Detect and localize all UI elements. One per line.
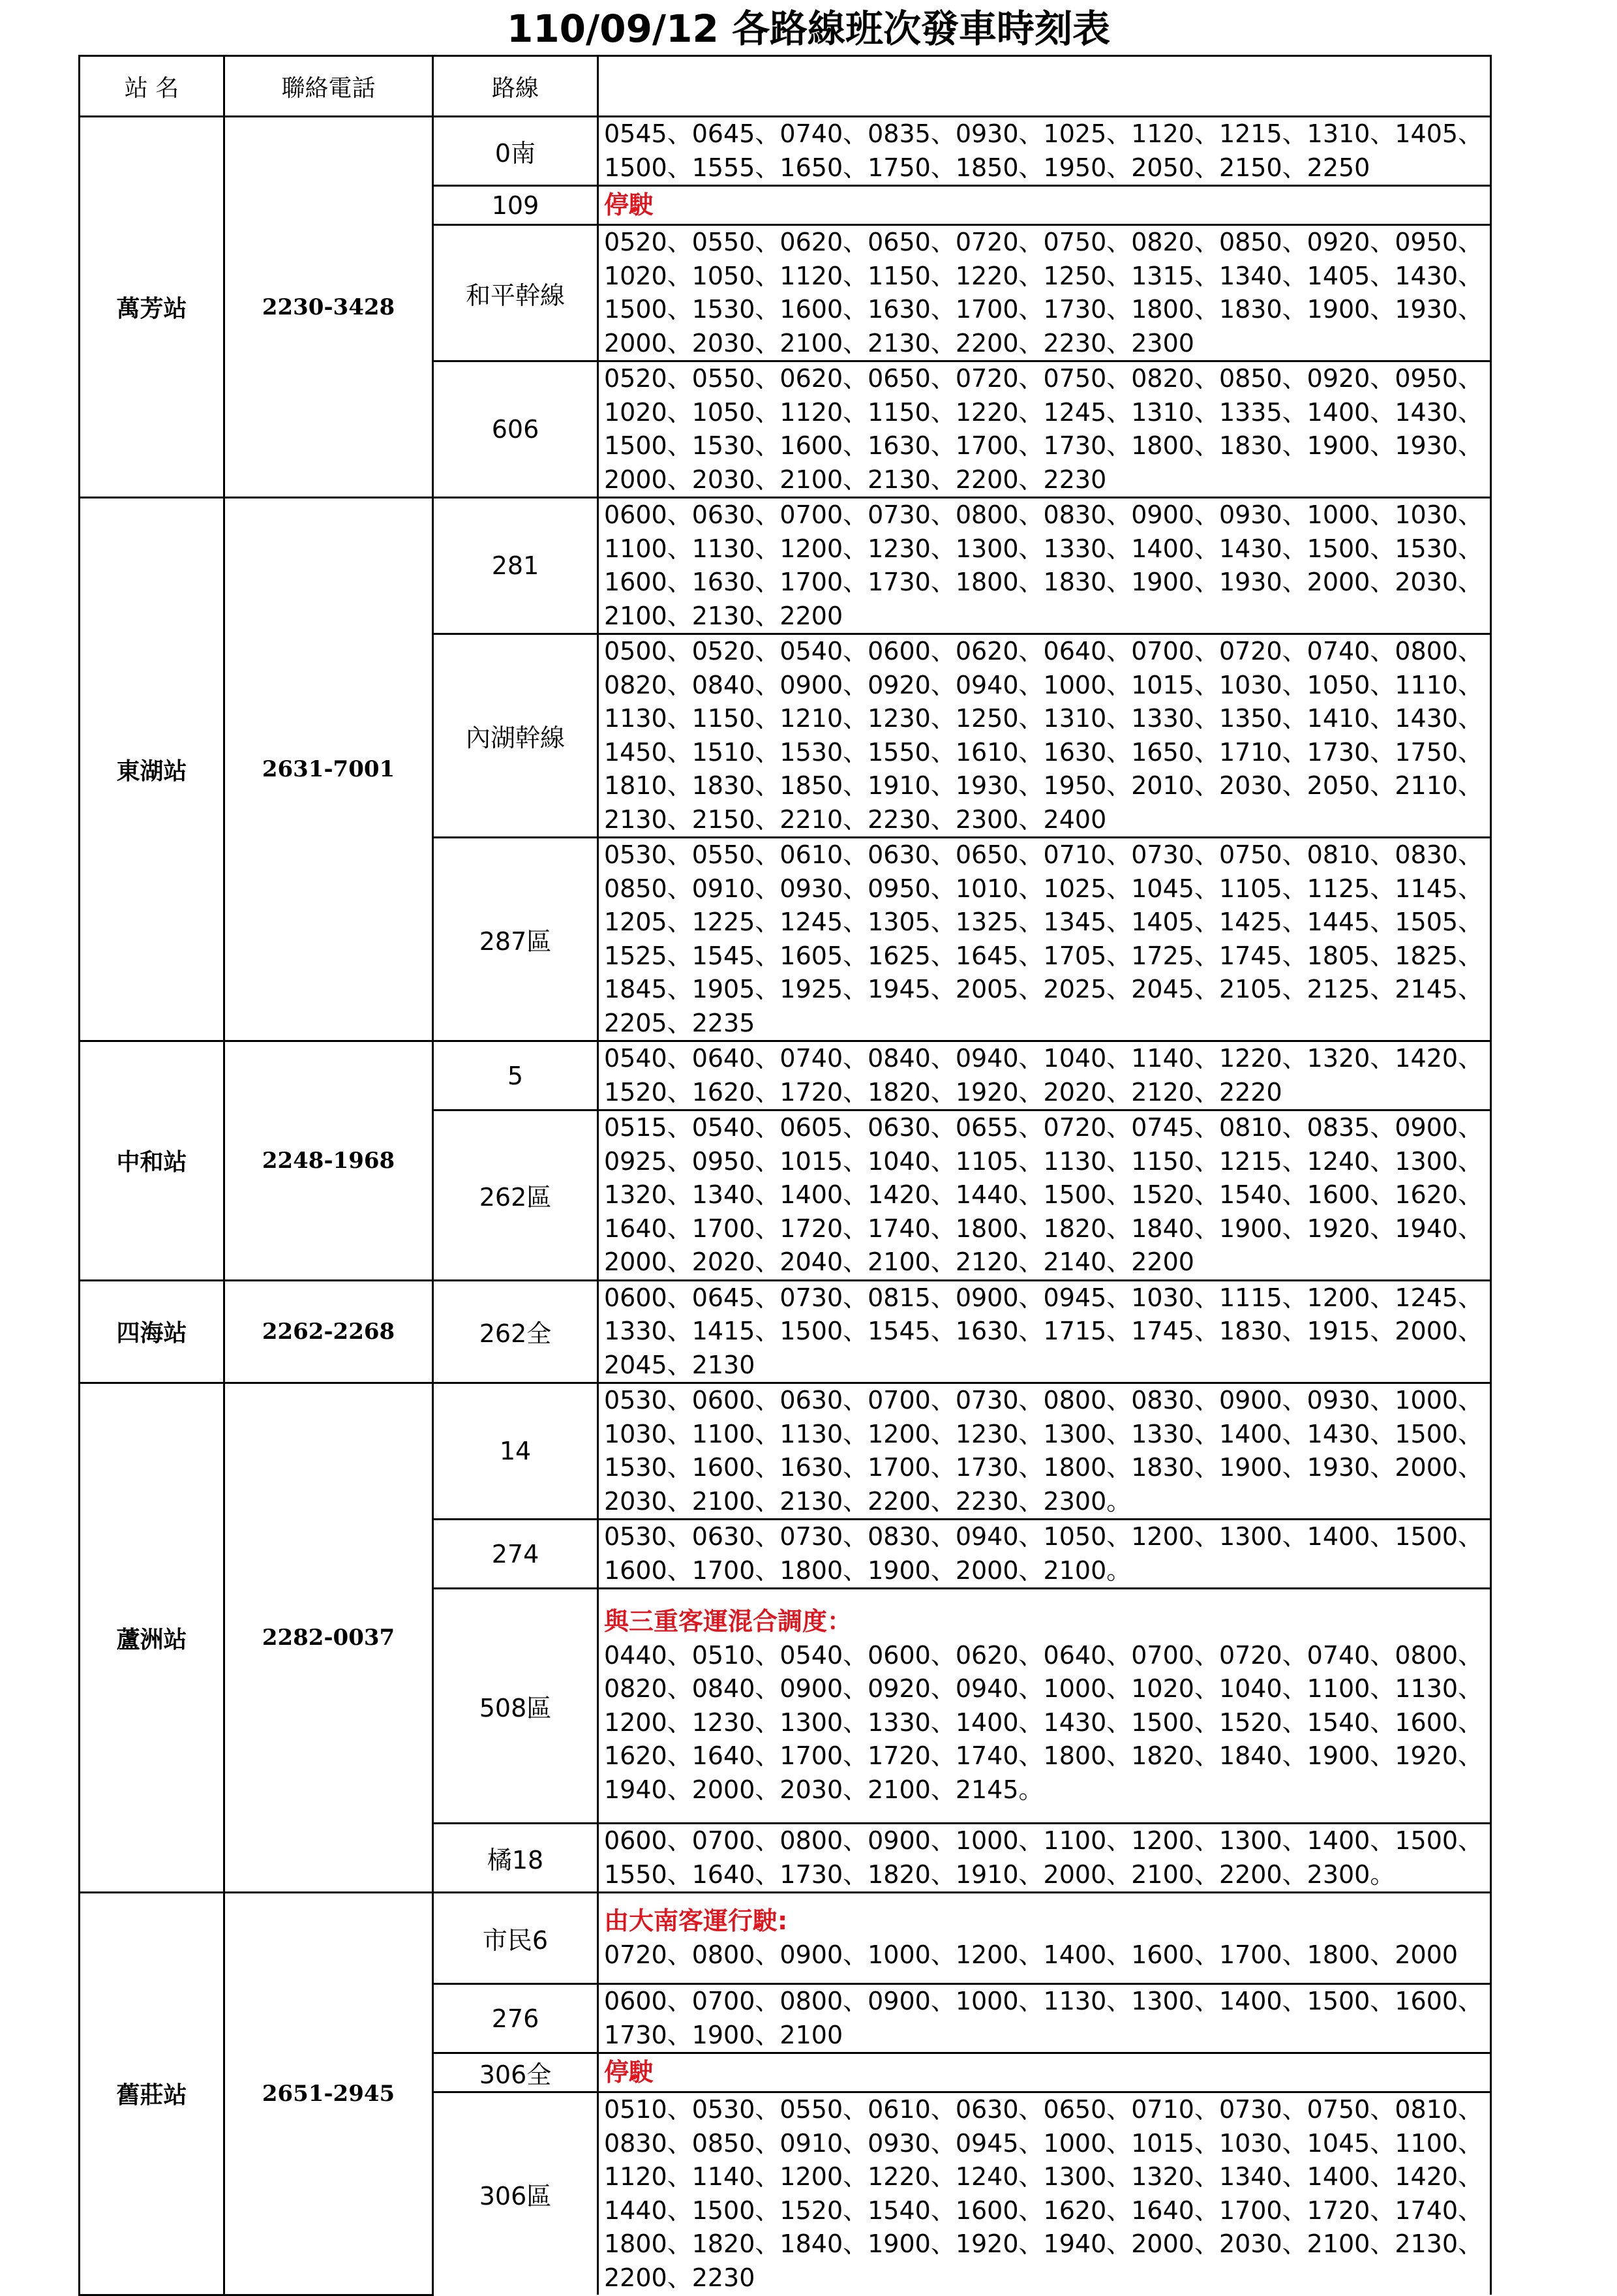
route-number: 606 [433, 361, 598, 498]
departure-times: 0440、0510、0540、0600、0620、0640、0700、0720、0740、0800、0820、0840、0900、0920、0940、1000、1020、1040、1100、1130、1200、1230、1300、1330、1400、1430、1500、1520、1540、1600、1620、1640、1700、1720、1740、1800、1820、1840、1900、1920、1940、2000、2030、2100、2145。 [604, 1640, 1483, 1804]
schedule-table [78, 55, 1492, 2296]
departure-times-cell [598, 1041, 1491, 1110]
station-name: 東湖站 [80, 498, 224, 1041]
station-phone: 2651-2945 [224, 1893, 433, 2295]
route-row [80, 1041, 1491, 1110]
departure-times: 0520、0550、0620、0650、0720、0750、0820、0850、0920、0950、1020、1050、1120、1150、1220、1245、1310、1335、1400、1430、1500、1530、1600、1630、1700、1730、1800、1830、1900、1930、2000、2030、2100、2130、2200、2230 [604, 364, 1483, 494]
station-name: 蘆洲站 [80, 1383, 224, 1893]
operator-note: 與三重客運混合調度： [604, 1607, 853, 1636]
departure-times: 0545、0645、0740、0835、0930、1025、1120、1215、1310、1405、1500、1555、1650、1750、1850、1950、2050、2150、2250 [604, 119, 1483, 182]
route-number: 市民6 [433, 1893, 598, 1984]
route-number: 262區 [433, 1110, 598, 1281]
station-phone: 2631-7001 [224, 498, 433, 1041]
route-row [80, 1280, 1491, 1383]
station-phone: 2262-2268 [224, 1280, 433, 1383]
departure-times-cell [598, 1984, 1491, 2053]
station-name: 中和站 [80, 1041, 224, 1281]
departure-times: 0515、0540、0605、0630、0655、0720、0745、0810、0835、0900、0925、0950、1015、1040、1105、1130、1150、1215、1240、1300、1320、1340、1400、1420、1440、1500、1520、1540、1600、1620、1640、1700、1720、1740、1800、1820、1840、1900、1920、1940、2000、2020、2040、2100、2120、2140、2200 [604, 1113, 1483, 1276]
departure-times: 0530、0600、0630、0700、0730、0800、0830、0900、0930、1000、1030、1100、1130、1200、1230、1300、1330、1400、1430、1500、1530、1600、1630、1700、1730、1800、1830、1900、1930、2000、2030、2100、2130、2200、2230、2300。 [604, 1386, 1483, 1516]
route-row [80, 1383, 1491, 1520]
route-number: 276 [433, 1984, 598, 2053]
station-name: 舊莊站 [80, 1893, 224, 2295]
departure-times: 0720、0800、0900、1000、1200、1400、1600、1700、1800、2000 [604, 1940, 1458, 1969]
header-times [598, 56, 1491, 117]
departure-times: 0530、0550、0610、0630、0650、0710、0730、0750、0810、0830、0850、0910、0930、0950、1010、1025、1045、1105、1125、1145、1205、1225、1245、1305、1325、1345、1405、1425、1445、1505、1525、1545、1605、1625、1645、1705、1725、1745、1805、1825、1845、1905、1925、1945、2005、2025、2045、2105、2125、2145、2205、2235 [604, 840, 1483, 1037]
departure-times: 0600、0645、0730、0815、0900、0945、1030、1115、1200、1245、1330、1415、1500、1545、1630、1715、1745、1830、1915、2000、2045、2130 [604, 1283, 1483, 1379]
station-phone: 2248-1968 [224, 1041, 433, 1281]
route-number: 287區 [433, 838, 598, 1041]
route-number: 內湖幹線 [433, 634, 598, 838]
station-name: 萬芳站 [80, 117, 224, 498]
departure-times: 停駛 [604, 190, 654, 219]
departure-times-cell [598, 498, 1491, 634]
route-number: 306區 [433, 2092, 598, 2295]
route-number: 109 [433, 186, 598, 225]
operator-note: 由大南客運行駛: [604, 1906, 788, 1935]
departure-times: 0500、0520、0540、0600、0620、0640、0700、0720、0740、0800、0820、0840、0900、0920、0940、1000、1015、1030、1050、1110、1130、1150、1210、1230、1250、1310、1330、1350、1410、1430、1450、1510、1530、1550、1610、1630、1650、1710、1730、1750、1810、1830、1850、1910、1930、1950、2010、2030、2050、2110、2130、2150、2210、2230、2300、2400 [604, 637, 1483, 834]
route-number: 14 [433, 1383, 598, 1520]
departure-times-cell [598, 1589, 1491, 1824]
header-station: 站 名 [80, 56, 224, 117]
route-number: 306全 [433, 2053, 598, 2092]
header-phone: 聯絡電話 [224, 56, 433, 117]
route-number: 和平幹線 [433, 225, 598, 361]
departure-times-cell [598, 1520, 1491, 1589]
header-row [80, 56, 1491, 117]
route-number: 508區 [433, 1589, 598, 1824]
departure-times: 0540、0640、0740、0840、0940、1040、1140、1220、1320、1420、1520、1620、1720、1820、1920、2020、2120、2220 [604, 1044, 1483, 1107]
station-phone: 2230-3428 [224, 117, 433, 498]
departure-times-cell [598, 634, 1491, 838]
departure-times-cell [598, 1383, 1491, 1520]
route-row [80, 117, 1491, 186]
route-row [80, 498, 1491, 634]
departure-times: 0600、0630、0700、0730、0800、0830、0900、0930、1000、1030、1100、1130、1200、1230、1300、1330、1400、1430、1500、1530、1600、1630、1700、1730、1800、1830、1900、1930、2000、2030、2100、2130、2200 [604, 500, 1483, 630]
departure-times: 0520、0550、0620、0650、0720、0750、0820、0850、0920、0950、1020、1050、1120、1150、1220、1250、1315、1340、1405、1430、1500、1530、1600、1630、1700、1730、1800、1830、1900、1930、2000、2030、2100、2130、2200、2230、2300 [604, 228, 1483, 358]
route-number: 262全 [433, 1280, 598, 1383]
departure-times-cell [598, 1893, 1491, 1984]
route-number: 281 [433, 498, 598, 634]
departure-times-cell [598, 1280, 1491, 1383]
station-phone: 2282-0037 [224, 1383, 433, 1893]
departure-times-cell [598, 838, 1491, 1041]
departure-times: 0600、0700、0800、0900、1000、1100、1200、1300、1400、1500、1550、1640、1730、1820、1910、2000、2100、2200、2300。 [604, 1826, 1483, 1889]
page-title: 110/09/12 各路線班次發車時刻表 [506, 7, 1111, 51]
route-number: 橘18 [433, 1824, 598, 1893]
route-number: 5 [433, 1041, 598, 1110]
departure-times-cell [598, 2053, 1491, 2092]
header-route: 路線 [433, 56, 598, 117]
departure-times-cell [598, 361, 1491, 498]
route-number: 0南 [433, 117, 598, 186]
departure-times-cell [598, 186, 1491, 225]
departure-times: 0510、0530、0550、0610、0630、0650、0710、0730、0750、0810、0830、0850、0910、0930、0945、1000、1015、1030、1045、1100、1120、1140、1200、1220、1240、1300、1320、1340、1400、1420、1440、1500、1520、1540、1600、1620、1640、1700、1720、1740、1800、1820、1840、1900、1920、1940、2000、2030、2100、2130、2200、2230 [604, 2095, 1483, 2292]
departure-times-cell [598, 117, 1491, 186]
route-number: 274 [433, 1520, 598, 1589]
station-name: 四海站 [80, 1280, 224, 1383]
route-row [80, 1893, 1491, 1984]
departure-times-cell [598, 2092, 1491, 2295]
departure-times: 停駛 [604, 2057, 654, 2087]
departure-times-cell [598, 225, 1491, 361]
departure-times-cell [598, 1110, 1491, 1281]
departure-times: 0530、0630、0730、0830、0940、1050、1200、1300、1400、1500、1600、1700、1800、1900、2000、2100。 [604, 1522, 1483, 1585]
departure-times-cell [598, 1824, 1491, 1893]
departure-times: 0600、0700、0800、0900、1000、1130、1300、1400、1500、1600、1730、1900、2100 [604, 1987, 1483, 2049]
